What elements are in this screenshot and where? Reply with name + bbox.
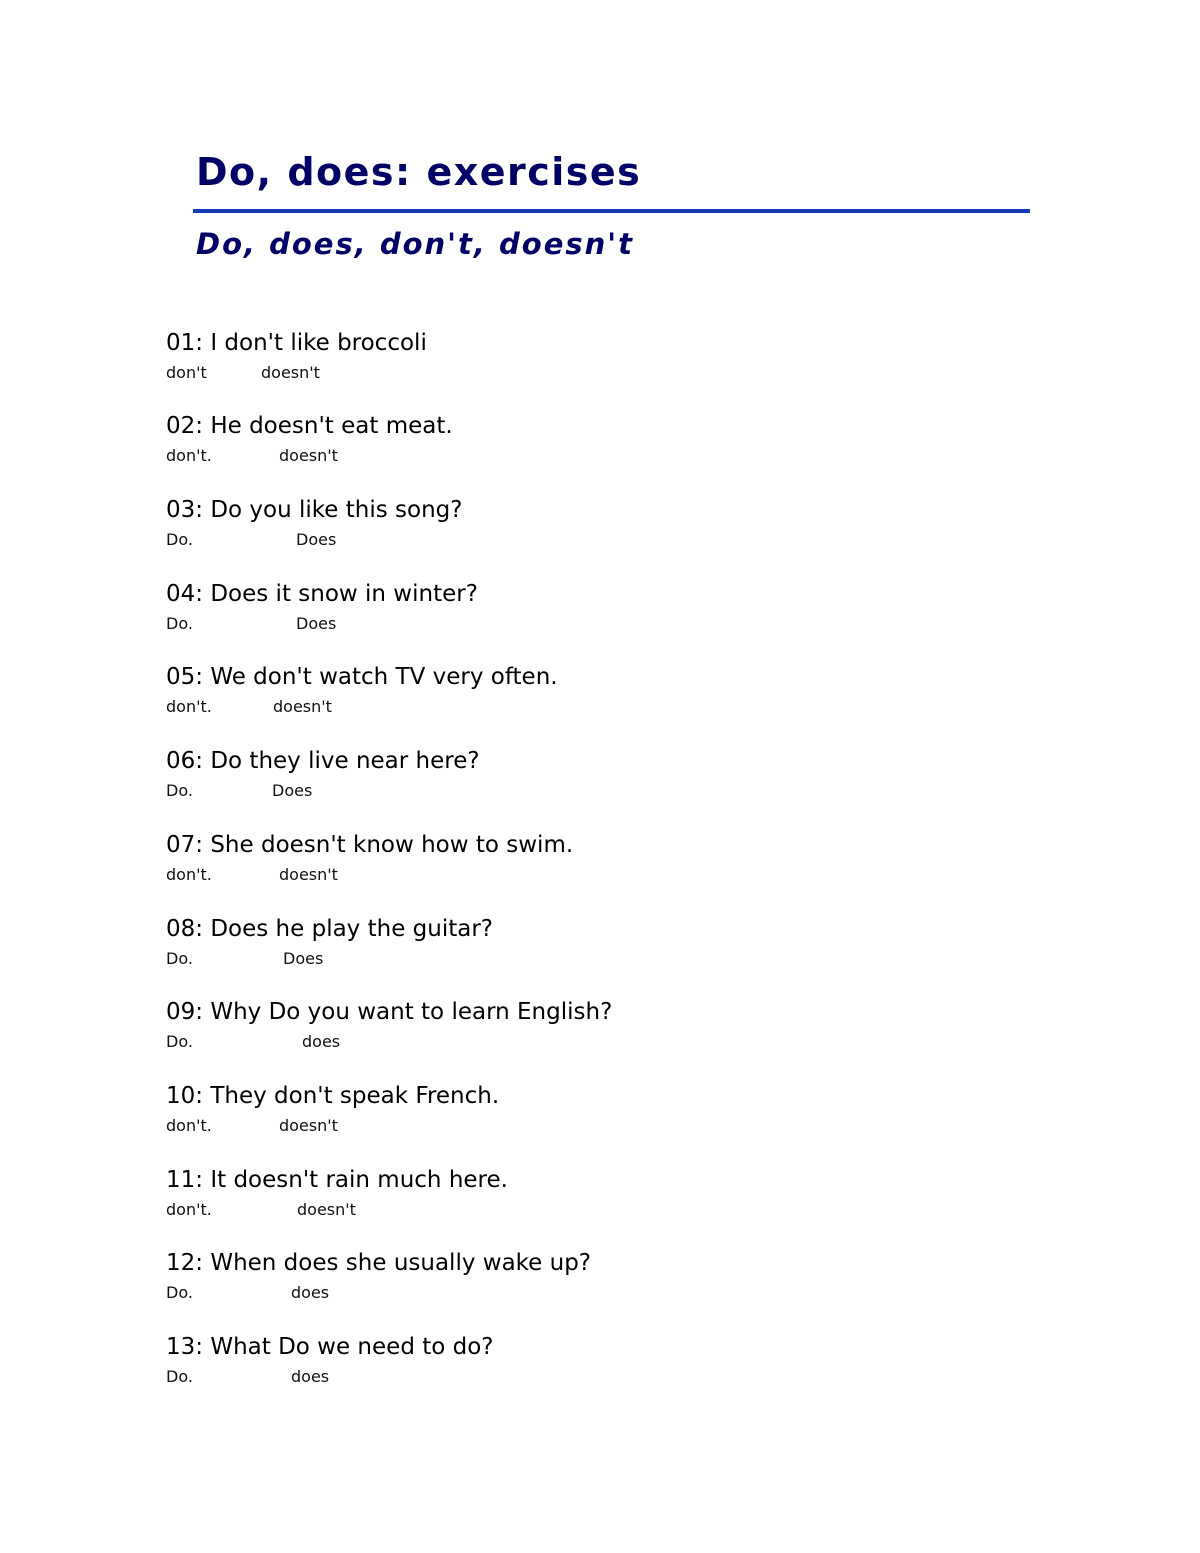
exercise-question: 01: I don't like broccoli — [166, 330, 427, 356]
exercise-item — [166, 1082, 1066, 1152]
exercise-question: 06: Do they live near here? — [166, 748, 480, 774]
page-title: Do, does: exercises — [196, 150, 642, 194]
answer-option-b[interactable]: doesn't — [261, 363, 320, 382]
answer-option-b[interactable]: Does — [272, 781, 313, 800]
answer-option-a[interactable]: don't. — [166, 1200, 212, 1219]
answer-option-b[interactable]: does — [302, 1032, 341, 1051]
answer-option-a[interactable]: don't — [166, 363, 207, 382]
exercise-list — [166, 0, 1066, 1553]
answer-option-a[interactable]: don't. — [166, 1116, 212, 1135]
exercise-question: 09: Why Do you want to learn English? — [166, 999, 613, 1025]
answer-option-b[interactable]: doesn't — [279, 1116, 338, 1135]
answer-option-b[interactable]: doesn't — [279, 865, 338, 884]
answer-option-a[interactable]: don't. — [166, 865, 212, 884]
exercise-item — [166, 663, 1066, 733]
exercise-item — [166, 580, 1066, 650]
exercise-item — [166, 747, 1066, 817]
answer-option-a[interactable]: don't. — [166, 697, 212, 716]
exercise-question: 11: It doesn't rain much here. — [166, 1167, 508, 1193]
answer-option-b[interactable]: doesn't — [297, 1200, 356, 1219]
exercise-item — [166, 1166, 1066, 1236]
answer-option-b[interactable]: doesn't — [279, 446, 338, 465]
exercise-item — [166, 1249, 1066, 1319]
exercise-question: 03: Do you like this song? — [166, 497, 463, 523]
exercise-question: 04: Does it snow in winter? — [166, 581, 478, 607]
exercise-item — [166, 831, 1066, 901]
answer-option-b[interactable]: doesn't — [273, 697, 332, 716]
exercise-item — [166, 998, 1066, 1068]
answer-option-b[interactable]: Does — [283, 949, 324, 968]
exercise-question: 05: We don't watch TV very often. — [166, 664, 558, 690]
answer-option-b[interactable]: Does — [296, 614, 337, 633]
section-subtitle: Do, does, don't, doesn't — [196, 227, 635, 261]
exercise-item — [166, 329, 1066, 399]
exercise-question: 10: They don't speak French. — [166, 1083, 500, 1109]
exercise-question: 13: What Do we need to do? — [166, 1334, 494, 1360]
answer-option-a[interactable]: Do. — [166, 1032, 193, 1051]
answer-option-a[interactable]: Do. — [166, 781, 193, 800]
exercise-item — [166, 496, 1066, 566]
answer-option-a[interactable]: Do. — [166, 1367, 193, 1386]
answer-option-a[interactable]: Do. — [166, 949, 193, 968]
answer-option-a[interactable]: Do. — [166, 530, 193, 549]
exercise-question: 08: Does he play the guitar? — [166, 916, 493, 942]
answer-option-b[interactable]: does — [291, 1367, 330, 1386]
exercise-question: 07: She doesn't know how to swim. — [166, 832, 574, 858]
answer-option-a[interactable]: Do. — [166, 614, 193, 633]
exercise-question: 02: He doesn't eat meat. — [166, 413, 453, 439]
answer-option-a[interactable]: Do. — [166, 1283, 193, 1302]
exercise-item — [166, 1333, 1066, 1403]
exercise-item — [166, 915, 1066, 985]
answer-option-a[interactable]: don't. — [166, 446, 212, 465]
answer-option-b[interactable]: Does — [296, 530, 337, 549]
exercise-item — [166, 412, 1066, 482]
exercise-question: 12: When does she usually wake up? — [166, 1250, 592, 1276]
answer-option-b[interactable]: does — [291, 1283, 330, 1302]
